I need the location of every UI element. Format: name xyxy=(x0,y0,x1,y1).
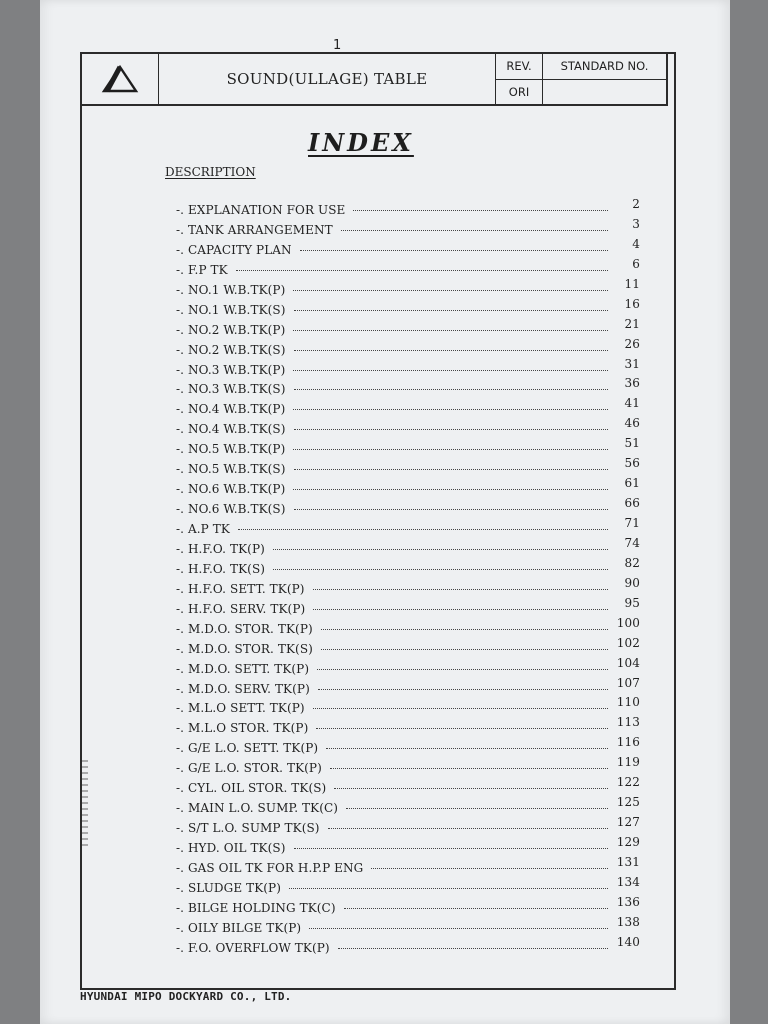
entry-label: -. NO.4 W.B.TK(P) xyxy=(176,402,286,417)
standard-label: STANDARD NO. xyxy=(543,54,666,80)
entry-page-number: 102 xyxy=(616,635,640,650)
index-entry xyxy=(176,934,640,961)
leader-dots xyxy=(328,828,608,829)
entry-label: -. M.D.O. SERV. TK(P) xyxy=(176,681,310,696)
entry-page-number: 61 xyxy=(624,476,640,491)
leader-dots xyxy=(294,469,608,470)
title-block xyxy=(80,52,668,106)
index-entry xyxy=(176,655,640,682)
entry-label: -. S/T L.O. SUMP TK(S) xyxy=(176,821,320,836)
index-entry xyxy=(176,595,640,622)
index-entry xyxy=(176,256,640,283)
leader-dots xyxy=(346,808,608,809)
entry-page-number: 6 xyxy=(632,256,640,271)
entry-page-number: 3 xyxy=(632,216,640,231)
entry-page-number: 127 xyxy=(616,815,640,830)
leader-dots xyxy=(273,549,608,550)
entry-label: -. F.P TK xyxy=(176,262,228,277)
index-entry xyxy=(176,416,640,442)
entry-page-number: 82 xyxy=(624,555,640,570)
entry-page-number: 113 xyxy=(616,715,640,730)
index-entry xyxy=(176,236,640,263)
entry-label: -. MAIN L.O. SUMP. TK(C) xyxy=(176,801,339,816)
rev-label: REV. xyxy=(496,54,542,80)
entry-page-number: 71 xyxy=(624,516,640,530)
index-entry xyxy=(176,436,640,462)
index-entry xyxy=(176,316,640,343)
entry-page-number: 4 xyxy=(632,236,640,251)
standard-cell xyxy=(543,54,666,104)
leader-dots xyxy=(293,330,608,331)
entry-page-number: 140 xyxy=(616,934,640,949)
index-entry xyxy=(176,356,640,383)
entry-label: -. H.F.O. TK(P) xyxy=(176,541,265,556)
index-entry xyxy=(176,874,640,901)
index-entry xyxy=(176,336,640,363)
entry-label: -. H.F.O. SETT. TK(P) xyxy=(176,581,305,596)
index-entry xyxy=(176,755,640,781)
index-entry xyxy=(176,296,640,323)
entry-label: -. NO.1 W.B.TK(S) xyxy=(176,302,286,317)
entry-page-number: 110 xyxy=(616,695,640,710)
entry-page-number: 138 xyxy=(616,914,640,929)
entry-label: -. NO.4 W.B.TK(S) xyxy=(176,422,286,437)
index-entry xyxy=(176,815,640,841)
leader-dots xyxy=(238,529,608,530)
entry-page-number: 74 xyxy=(624,535,640,550)
entry-page-number: 104 xyxy=(616,655,640,670)
leader-dots xyxy=(293,409,608,410)
entry-label: -. NO.6 W.B.TK(P) xyxy=(176,482,286,497)
entry-page-number: 26 xyxy=(624,336,640,351)
entry-page-number: 31 xyxy=(624,356,640,371)
revision-cell xyxy=(496,54,543,104)
entry-label: -. M.L.O SETT. TK(P) xyxy=(176,701,305,716)
entry-label: -. H.F.O. TK(S) xyxy=(176,561,266,576)
leader-dots xyxy=(313,589,608,590)
index-entry xyxy=(176,854,640,881)
leader-dots xyxy=(294,848,608,849)
entry-page-number: 134 xyxy=(616,874,640,889)
entry-page-number: 125 xyxy=(616,795,640,810)
index-entry xyxy=(176,396,640,422)
leader-dots xyxy=(326,748,608,749)
leader-dots xyxy=(294,509,608,510)
entry-label: -. TANK ARRANGEMENT xyxy=(176,222,333,237)
leader-dots xyxy=(330,768,608,769)
entry-label: -. NO.5 W.B.TK(P) xyxy=(176,442,286,457)
index-entry xyxy=(176,535,640,562)
index-entry xyxy=(176,555,640,582)
entry-page-number: 100 xyxy=(616,615,640,630)
standard-value xyxy=(543,80,666,105)
entry-label: -. A.P TK xyxy=(176,522,230,536)
leader-dots xyxy=(371,868,608,869)
index-entry xyxy=(176,675,640,702)
index-entry xyxy=(176,516,640,542)
leader-dots xyxy=(289,888,608,889)
leader-dots xyxy=(294,310,608,311)
entry-page-number: 51 xyxy=(624,436,640,451)
entry-label: -. M.D.O. STOR. TK(S) xyxy=(176,641,313,656)
entry-page-number: 41 xyxy=(624,396,640,411)
triangle-logo-icon xyxy=(101,64,139,94)
entry-page-number: 129 xyxy=(616,835,640,849)
entry-label: -. NO.5 W.B.TK(S) xyxy=(176,462,286,477)
entry-label: -. NO.1 W.B.TK(P) xyxy=(176,282,286,297)
entry-label: -. BILGE HOLDING TK(C) xyxy=(176,900,336,915)
leader-dots xyxy=(294,429,608,430)
index-entry xyxy=(176,216,640,243)
entry-label: -. NO.2 W.B.TK(S) xyxy=(176,342,286,357)
leader-dots xyxy=(300,250,608,251)
leader-dots xyxy=(318,689,608,690)
leader-dots xyxy=(321,649,608,650)
index-entry xyxy=(176,775,640,801)
entry-page-number: 136 xyxy=(616,894,640,909)
index-entry xyxy=(176,476,640,502)
description-label: DESCRIPTION xyxy=(165,165,256,179)
logo-cell xyxy=(82,54,159,104)
entry-page-number: 107 xyxy=(616,675,640,690)
entry-page-number: 16 xyxy=(624,296,640,311)
index-entry xyxy=(176,894,640,921)
leader-dots xyxy=(294,350,608,351)
leader-dots xyxy=(236,270,608,271)
entry-label: -. GAS OIL TK FOR H.P.P ENG xyxy=(176,860,364,875)
entry-page-number: 56 xyxy=(624,456,640,471)
entry-label: -. NO.2 W.B.TK(P) xyxy=(176,322,286,337)
index-entry xyxy=(176,914,640,941)
leader-dots xyxy=(313,708,608,709)
index-entry xyxy=(176,376,640,402)
leader-dots xyxy=(309,928,608,929)
entry-label: -. H.F.O. SERV. TK(P) xyxy=(176,601,306,616)
entry-page-number: 46 xyxy=(624,416,640,431)
entry-page-number: 66 xyxy=(624,496,640,511)
entry-label: -. EXPLANATION FOR USE xyxy=(176,203,346,217)
entry-label: -. CAPACITY PLAN xyxy=(176,242,292,257)
index-entry xyxy=(176,735,640,761)
page-number: 1 xyxy=(333,38,342,53)
leader-dots xyxy=(293,370,608,371)
index-entry xyxy=(176,276,640,303)
entry-page-number: 2 xyxy=(632,197,640,211)
leader-dots xyxy=(341,230,608,231)
index-entry xyxy=(176,496,640,522)
leader-dots xyxy=(273,569,608,570)
entry-page-number: 11 xyxy=(624,276,640,291)
leader-dots xyxy=(313,609,608,610)
entry-label: -. HYD. OIL TK(S) xyxy=(176,841,286,855)
leader-dots xyxy=(294,389,608,390)
leader-dots xyxy=(321,629,608,630)
index-list xyxy=(176,197,640,961)
company-footer: HYUNDAI MIPO DOCKYARD CO., LTD. xyxy=(80,990,292,1003)
entry-label: -. G/E L.O. STOR. TK(P) xyxy=(176,761,322,776)
entry-label: -. OILY BILGE TK(P) xyxy=(176,920,302,935)
entry-page-number: 21 xyxy=(624,316,640,331)
entry-label: -. M.D.O. SETT. TK(P) xyxy=(176,661,310,676)
index-entry xyxy=(176,575,640,602)
leader-dots xyxy=(293,449,608,450)
entry-label: -. M.D.O. STOR. TK(P) xyxy=(176,621,313,636)
entry-label: -. NO.3 W.B.TK(S) xyxy=(176,382,286,397)
rev-value: ORI xyxy=(508,84,530,99)
entry-label: -. NO.6 W.B.TK(S) xyxy=(176,502,286,517)
entry-page-number: 90 xyxy=(624,575,640,590)
entry-page-number: 122 xyxy=(616,775,640,790)
index-entry xyxy=(176,835,640,861)
index-heading: INDEX xyxy=(308,128,414,157)
index-entry xyxy=(176,615,640,642)
entry-page-number: 131 xyxy=(616,854,640,869)
entry-label: -. M.L.O STOR. TK(P) xyxy=(176,721,309,736)
index-entry xyxy=(176,456,640,482)
entry-page-number: 116 xyxy=(616,735,640,750)
entry-page-number: 36 xyxy=(624,376,640,391)
leader-dots xyxy=(334,788,608,789)
leader-dots xyxy=(293,290,608,291)
entry-label: -. NO.3 W.B.TK(P) xyxy=(176,362,286,377)
leader-dots xyxy=(316,728,608,729)
leader-dots xyxy=(353,210,608,211)
entry-page-number: 95 xyxy=(624,595,640,610)
leader-dots xyxy=(317,669,608,670)
index-entry xyxy=(176,795,640,821)
entry-label: -. SLUDGE TK(P) xyxy=(176,880,282,895)
leader-dots xyxy=(293,489,608,490)
leader-dots xyxy=(344,908,608,909)
index-entry xyxy=(176,695,640,721)
entry-label: -. CYL. OIL STOR. TK(S) xyxy=(176,781,327,796)
entry-page-number: 119 xyxy=(616,755,640,770)
index-entry xyxy=(176,197,640,223)
index-entry xyxy=(176,715,640,741)
entry-label: -. G/E L.O. SETT. TK(P) xyxy=(176,741,319,756)
document-title: SOUND(ULLAGE) TABLE xyxy=(159,54,496,104)
leader-dots xyxy=(338,948,608,949)
index-entry xyxy=(176,635,640,662)
entry-label: -. F.O. OVERFLOW TK(P) xyxy=(176,940,330,955)
